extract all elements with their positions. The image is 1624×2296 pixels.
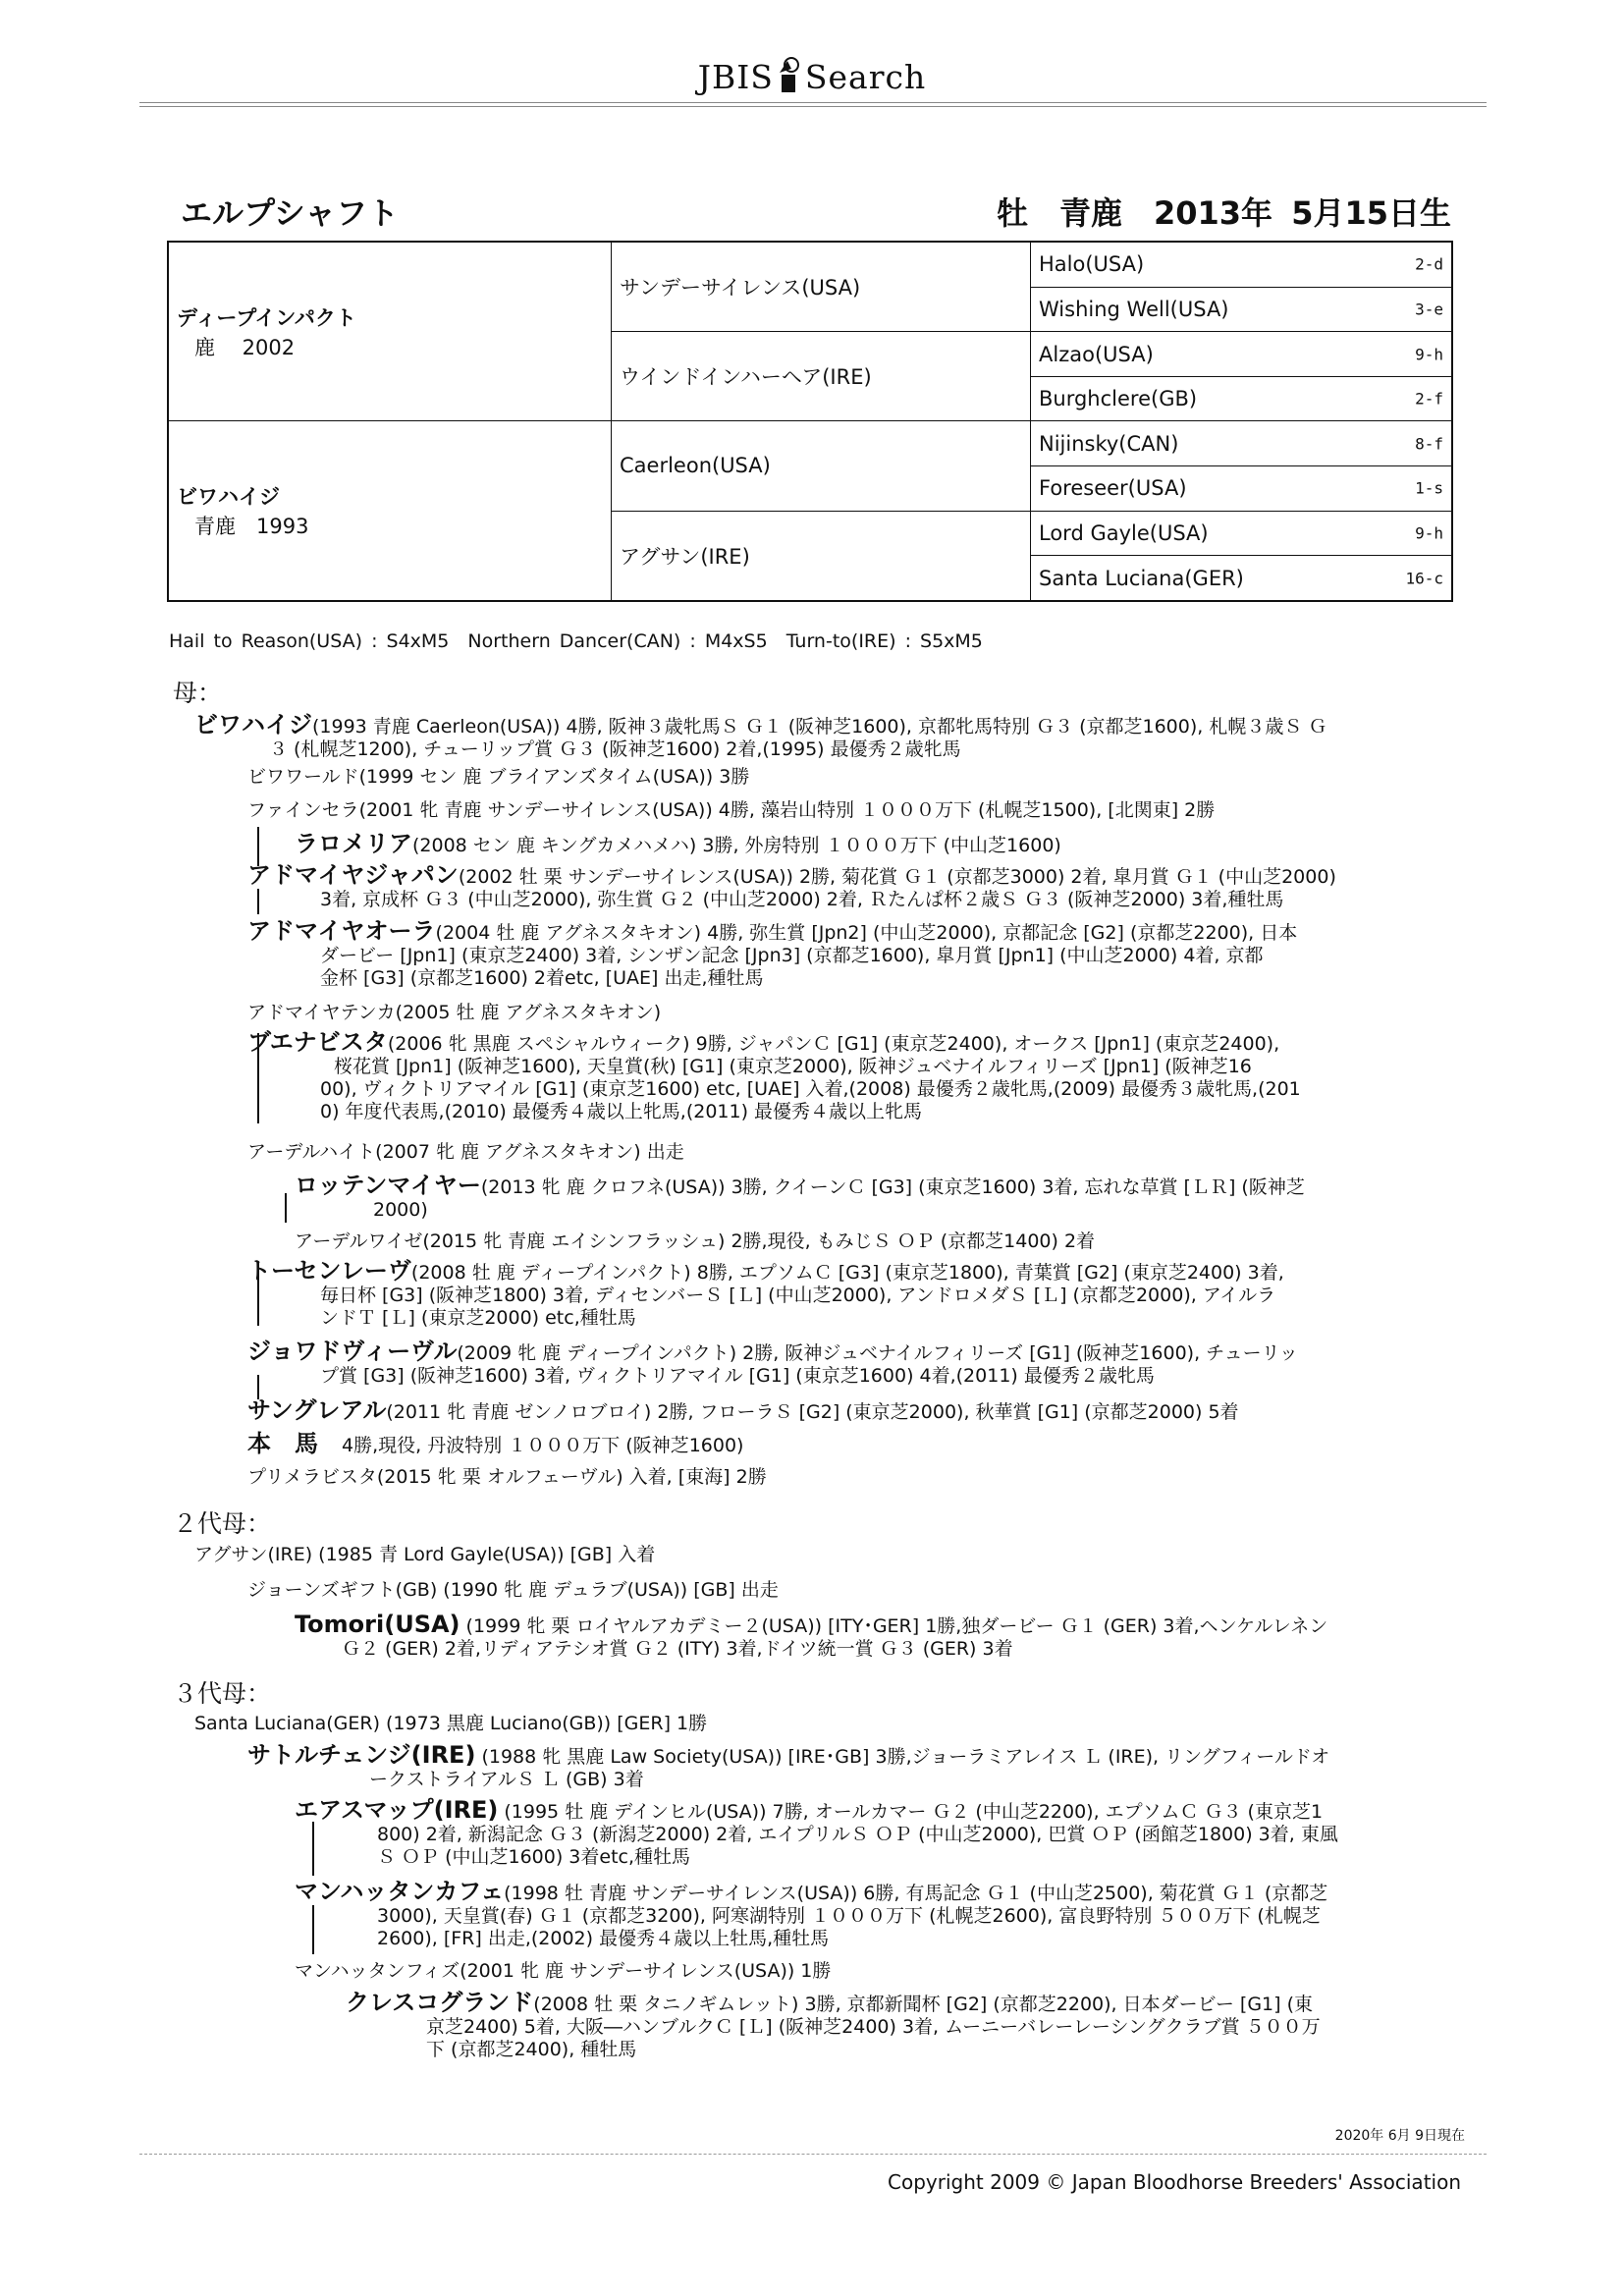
entry-text: (2008 牡 栗 タニノギムレット) 3勝, 京都新聞杯 [G2] (京都芝2200), 日本ダービー [G1] (東: [533, 1994, 1313, 2015]
entry-horse-name: クレスコグランド: [346, 1989, 534, 2016]
gen3-cell: [1031, 242, 1453, 287]
pedigree-entry: [247, 799, 1215, 822]
entry-text: 2000): [373, 1199, 428, 1221]
horse-name: エルプシャフト: [181, 194, 400, 232]
sire-cell: [168, 242, 612, 421]
family-code: 9-h: [1415, 345, 1443, 364]
pedigree-entry: [194, 1713, 707, 1735]
entry-text: 桜花賞 [Jpn1] (阪神芝1600), 天皇賞(秋) [G1] (東京芝2000), 阪神ジュベナイルフィリーズ [Jpn1] (阪神芝16: [334, 1056, 1252, 1077]
entry-text: ３ (札幌芝1200), チューリップ賞 Ｇ３ (阪神芝1600) 2着,(1995) 最優秀２歳牝馬: [269, 738, 961, 760]
section-second-dam: ２代母：: [173, 1509, 272, 1538]
pedigree-table: [167, 241, 1453, 602]
pedigree-entry: [295, 1878, 1473, 1950]
entry-text: 4勝,現役, 丹波特別 １０００万下 (阪神芝1600): [342, 1435, 744, 1456]
entry-text: (2006 牝 黒鹿 スペシャルウィーク) 9勝, ジャパンＣ [G1] (東京芝2400), オークス [Jpn1] (東京芝2400),: [387, 1033, 1280, 1055]
entry-horse-name: サトルチェンジ(IRE): [247, 1741, 476, 1769]
entry-text: ークストライアルＳ Ｌ (GB) 3着: [369, 1769, 644, 1790]
gen3-cell: [1031, 332, 1453, 377]
pedigree-entry: [346, 1989, 1475, 2061]
gen3-name: Wishing Well(USA): [1039, 298, 1229, 322]
dam-name: ビワハイジ: [177, 485, 280, 510]
copyright: Copyright 2009 © Japan Bloodhorse Breeders' Association: [888, 2170, 1461, 2194]
entry-horse-name: 本 馬: [247, 1430, 318, 1457]
entry-horse-name: ラロメリア: [295, 830, 412, 857]
gen3-cell: [1031, 287, 1453, 332]
entry-text: (2004 牡 鹿 アグネスタキオン) 4勝, 弥生賞 [Jpn2] (中山芝2000), 京都記念 [G2] (京都芝2200), 日本: [435, 922, 1298, 944]
pedigree-entry: [247, 1466, 767, 1489]
pedigree-entry: [247, 861, 1465, 911]
entry-text: 2600), [FR] 出走,(2002) 最優秀４歳以上牡馬,種牡馬: [377, 1928, 830, 1949]
gen3-name: Alzao(USA): [1039, 342, 1154, 366]
family-code: 3-e: [1415, 300, 1443, 319]
gen3-cell: [1031, 465, 1453, 511]
entry-horse-name: サングレアル: [247, 1396, 387, 1424]
entry-horse-name: トーセンレーヴ: [247, 1257, 411, 1285]
horse-magnifier-icon: [776, 55, 803, 94]
logo-text-left: JBIS: [697, 58, 774, 96]
gen2-cell: ウインドインハーヘア(IRE): [612, 332, 1031, 421]
pedigree-entry: [247, 1257, 1465, 1330]
entry-text: (1993 青鹿 Caerleon(USA)) 4勝, 阪神３歳牝馬Ｓ Ｇ１ (阪神芝1600), 京都牝馬特別 Ｇ３ (京都芝1600), 札幌３歳Ｓ Ｇ: [312, 716, 1327, 738]
logo-text-right: Search: [804, 58, 927, 96]
gen3-cell: [1031, 511, 1453, 556]
entry-horse-name: マンハッタンカフェ: [295, 1878, 505, 1905]
pedigree-entry: [295, 1172, 1473, 1222]
entry-text: (2009 牝 鹿 ディープインパクト) 2勝, 阪神ジュベナイルフィリーズ [G1] (阪神芝1600), チューリッ: [457, 1342, 1298, 1364]
dam-cell: [168, 421, 612, 601]
entry-text: (1998 牡 青鹿 サンデーサイレンス(USA)) 6勝, 有馬記念 Ｇ１ (中山芝2500), 菊花賞 Ｇ１ (京都芝: [504, 1883, 1328, 1904]
entry-horse-name: ブエナビスタ: [247, 1028, 388, 1056]
entry-horse-name: アドマイヤジャパン: [247, 861, 459, 889]
family-line: [285, 1193, 287, 1223]
gen3-name: Halo(USA): [1039, 252, 1145, 277]
sire-name: ディープインパクト: [177, 305, 356, 330]
horse-info: 牡 青鹿 2013年 5月15日生: [996, 194, 1451, 232]
as-of-date: 2020年 6月 9日現在: [1334, 2128, 1465, 2144]
entry-text: ファインセラ(2001 牝 青鹿 サンデーサイレンス(USA)) 4勝, 藻岩山特別 １０００万下 (札幌芝1500), [北関東] 2勝: [247, 799, 1216, 821]
entry-text: 京芝2400) 5着, 大阪―ハンブルクＣ [Ｌ] (阪神芝2400) 3着, ムーニーバレーレーシングクラブ賞 ５００万: [426, 2016, 1321, 2038]
pedigree-entry: [295, 1230, 1095, 1253]
entry-text: (2008 牡 鹿 ディープインパクト) 8勝, エプソムＣ [G3] (東京芝1800), 青葉賞 [G2] (東京芝2400) 3着,: [410, 1262, 1284, 1284]
pedigree-entry: [247, 1002, 661, 1024]
entry-text: アグサン(IRE) (1985 青 Lord Gayle(USA)) [GB] 入着: [194, 1544, 656, 1565]
entry-text: (1995 牡 鹿 デインヒル(USA)) 7勝, オールカマー Ｇ２ (中山芝2200), エプソムＣ Ｇ３ (東京芝1: [498, 1801, 1324, 1823]
entry-horse-name: Tomori(USA): [295, 1611, 460, 1638]
gen3-cell: [1031, 376, 1453, 421]
gen3-cell: [1031, 556, 1453, 601]
pedigree-entry: [247, 917, 1465, 990]
entry-text: アーデルハイト(2007 牝 鹿 アグネスタキオン) 出走: [247, 1141, 684, 1163]
pedigree-entry: [247, 1028, 1465, 1123]
family-line: [257, 827, 259, 866]
entry-text: Ｇ２ (GER) 2着,リディアテシオ賞 Ｇ２ (ITY) 3着,ドイツ統一賞 Ｇ３ (GER) 3着: [342, 1638, 1013, 1660]
section-third-dam: ３代母：: [173, 1679, 272, 1708]
entry-text: ンドＴ [Ｌ] (東京芝2000) etc,種牡馬: [320, 1307, 636, 1329]
entry-text: マンハッタンフィズ(2001 牝 鹿 サンデーサイレンス(USA)) 1勝: [295, 1960, 832, 1982]
entry-text: アドマイヤテンカ(2005 牡 鹿 アグネスタキオン): [247, 1002, 662, 1023]
entry-horse-name: ロッテンマイヤー: [295, 1172, 481, 1199]
entry-text: ジョーンズギフト(GB) (1990 牝 鹿 デュラブ(USA)) [GB] 出走: [247, 1579, 779, 1601]
pedigree-entry: [247, 1340, 1465, 1388]
entry-horse-name: アドマイヤオーラ: [247, 917, 436, 945]
family-code: 16-c: [1405, 569, 1443, 587]
pedigree-entry: [295, 1960, 831, 1983]
gen2-cell: アグサン(IRE): [612, 511, 1031, 601]
footer-rule: [139, 2154, 1487, 2155]
pedigree-entry: [194, 1544, 655, 1566]
horse-header: [175, 185, 1451, 232]
entry-text: 毎日杯 [G3] (阪神芝1800) 3着, ディセンバーＳ [Ｌ] (中山芝2000), アンドロメダＳ [Ｌ] (京都芝2000), アイルラ: [320, 1285, 1276, 1306]
entry-text: 00), ヴィクトリアマイル [G1] (東京芝1600) etc, [UAE] 入着,(2008) 最優秀２歳牝馬,(2009) 最優秀３歳牝馬,(201: [320, 1078, 1301, 1100]
entry-text: (2013 牝 鹿 クロフネ(USA)) 3勝, クイーンＣ [G3] (東京芝1600) 3着, 忘れな草賞 [ＬＲ] (阪神芝: [480, 1176, 1305, 1198]
pedigree-entry: [247, 1141, 684, 1164]
entry-text: 0) 年度代表馬,(2010) 最優秀４歳以上牝馬,(2011) 最優秀４歳以上牝馬: [320, 1101, 923, 1122]
pedigree-entry: [247, 766, 749, 789]
gen3-name: Burghclere(GB): [1039, 387, 1198, 411]
gen3-name: Foreseer(USA): [1039, 476, 1187, 501]
entry-text: Santa Luciana(GER) (1973 黒鹿 Luciano(GB)) [GER] 1勝: [194, 1713, 708, 1734]
family-code: 9-h: [1415, 523, 1443, 543]
pedigree-entry: [247, 1430, 744, 1457]
jbis-search-logo: [0, 55, 1624, 96]
entry-text: (2008 セン 鹿 キングカメハメハ) 3勝, 外房特別 １０００万下 (中山芝1600): [412, 835, 1061, 856]
gen3-cell: [1031, 421, 1453, 466]
pedigree-entry: [247, 1396, 1239, 1424]
family-code: 2-f: [1415, 389, 1443, 409]
entry-text: ダービー [Jpn1] (東京芝2400) 3着, シンザン記念 [Jpn3] (京都芝1600), 皐月賞 [Jpn1] (中山芝2000) 4着, 京都: [320, 945, 1264, 966]
entry-text: Ｓ ＯＰ (中山芝1600) 3着etc,種牡馬: [377, 1846, 691, 1868]
inbreeding-line: Hail to Reason(USA) : S4xM5 Northern Dancer(CAN) : M4xS5 Turn-to(IRE) : S5xM5: [169, 630, 983, 652]
family-code: 2-d: [1415, 254, 1443, 274]
entry-text: (2002 牡 栗 サンデーサイレンス(USA)) 2勝, 菊花賞 Ｇ１ (京都芝3000) 2着, 皐月賞 Ｇ１ (中山芝2000): [458, 866, 1336, 888]
pedigree-entry: [295, 1613, 1473, 1661]
gen3-name: Nijinsky(CAN): [1039, 431, 1179, 456]
header-rule: [139, 102, 1487, 103]
family-code: 8-f: [1415, 434, 1443, 454]
entry-horse-name: エアスマップ(IRE): [295, 1796, 499, 1824]
entry-text: アーデルワイゼ(2015 牝 青鹿 エイシンフラッシュ) 2勝,現役, もみじＳ ＯＰ (京都芝1400) 2着: [295, 1230, 1096, 1252]
pedigree-entry: [295, 1796, 1473, 1869]
gen3-name: Santa Luciana(GER): [1039, 566, 1244, 590]
entry-text: 3000), 天皇賞(春) Ｇ１ (京都芝3200), 阿寒湖特別 １０００万下 (札幌芝2600), 富良野特別 ５００万下 (札幌芝: [377, 1905, 1321, 1927]
pedigree-entry: [247, 1741, 1475, 1791]
family-code: 1-s: [1415, 478, 1443, 498]
entry-text: (1988 牝 黒鹿 Law Society(USA)) [IRE･GB] 3勝,ジョーラミアレイス Ｌ (IRE), リングフィールドオ: [475, 1746, 1330, 1768]
pedigree-entry: [194, 711, 1471, 761]
entry-text: プリメラビスタ(2015 牝 栗 オルフェーヴル) 入着, [東海] 2勝: [247, 1466, 767, 1488]
entry-text: (1999 牝 栗 ロイヤルアカデミー２(USA)) [ITY･GER] 1勝,独ダービー Ｇ１ (GER) 3着,ヘンケルレネン: [460, 1615, 1328, 1637]
pedigree-entry: [295, 830, 1061, 857]
dam-sub: 青鹿 1993: [194, 515, 309, 539]
entry-text: 下 (京都芝2400), 種牡馬: [426, 2039, 637, 2060]
entry-text: (2011 牝 青鹿 ゼンノロブロイ) 2勝, フローラＳ [G2] (東京芝2000), 秋華賞 [G1] (京都芝2000) 5着: [386, 1401, 1239, 1423]
entry-text: 金杯 [G3] (京都芝1600) 2着etc, [UAE] 出走,種牡馬: [320, 967, 764, 989]
entry-horse-name: ジョワドヴィーヴル: [247, 1338, 458, 1365]
entry-text: ビワワールド(1999 セン 鹿 ブライアンズタイム(USA)) 3勝: [247, 766, 750, 788]
pedigree-entry: [247, 1579, 779, 1602]
section-dam: 母：: [173, 679, 223, 707]
entry-text: プ賞 [G3] (阪神芝1600) 3着, ヴィクトリアマイル [G1] (東京芝1600) 4着,(2011) 最優秀２歳牝馬: [320, 1365, 1155, 1387]
entry-horse-name: ビワハイジ: [194, 711, 312, 738]
sire-sub: 鹿 2002: [194, 335, 296, 359]
entry-text: 3着, 京成杯 Ｇ３ (中山芝2000), 弥生賞 Ｇ２ (中山芝2000) 2着, Ｒたんぱ杯２歳Ｓ Ｇ３ (阪神芝2000) 3着,種牡馬: [320, 889, 1284, 910]
header-rule-2: [139, 106, 1487, 107]
gen2-cell: サンデーサイレンス(USA): [612, 242, 1031, 332]
gen2-cell: Caerleon(USA): [612, 421, 1031, 511]
gen3-name: Lord Gayle(USA): [1039, 520, 1209, 545]
entry-text: 800) 2着, 新潟記念 Ｇ３ (新潟芝2000) 2着, エイプリルＳ ＯＰ (中山芝2000), 巴賞 ＯＰ (函館芝1800) 3着, 東風: [377, 1824, 1338, 1845]
